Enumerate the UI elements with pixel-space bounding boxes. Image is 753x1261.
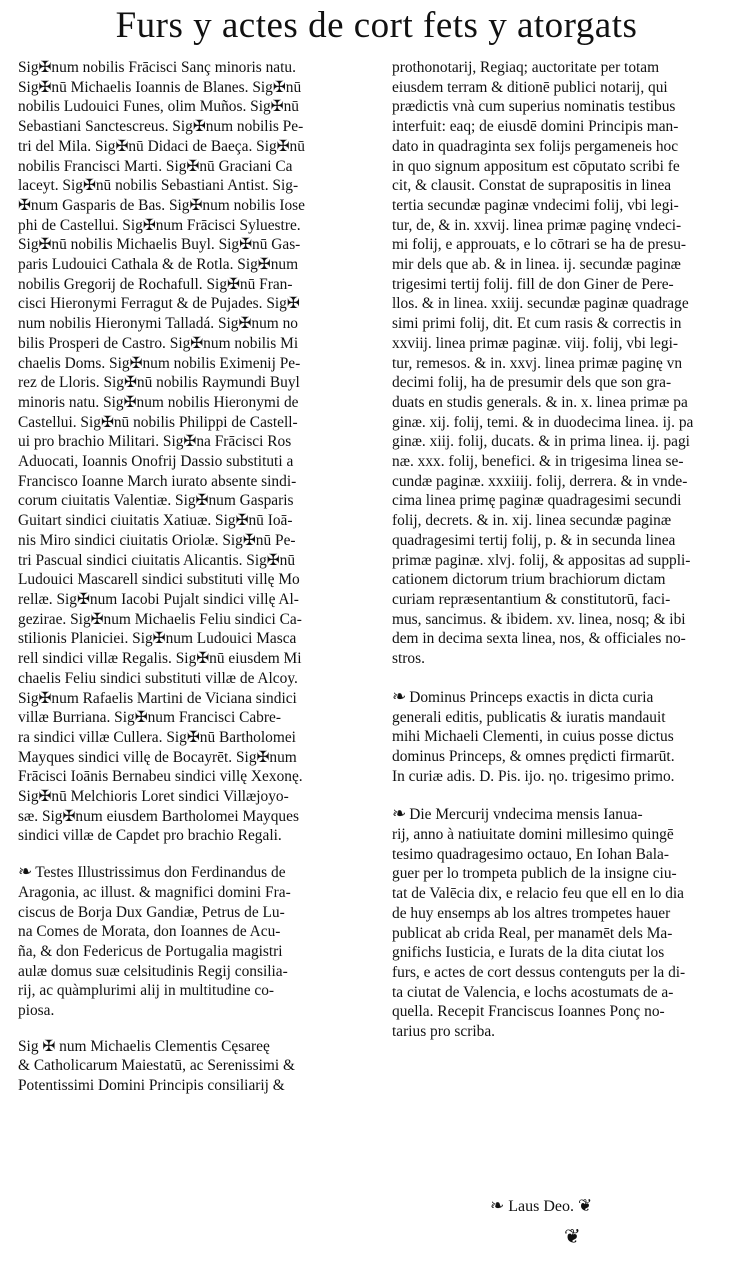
proclamation-paragraph xyxy=(392,804,738,1041)
prince-mandate-text: Dominus Princeps exactis in dicta curia generali editis, publicatis & iuratis mandauit mihi Michaeli Clementi, in cuius posse dictus dominus Princeps, & omnes prędicti firmarūt. In curiæ adis. D. Pis. ijo. ηo. trigesimo primo. xyxy=(392,688,675,785)
fleuron-icon: ❧ xyxy=(392,804,407,824)
signatures-paragraph xyxy=(18,58,370,846)
notary-sign-text: Sig ✠ num Michaelis Clementis Cęsareę & Catholicarum Maiestatū, ac Serenissimi & Potentissimi Domini Principis consiliarij & xyxy=(18,1037,295,1095)
notary-sign-paragraph xyxy=(18,1037,370,1096)
prince-mandate-paragraph xyxy=(392,687,738,787)
signatures-text: Sig✠num nobilis Frācisci Sanç minoris natu. Sig✠nū Michaelis Ioannis de Blanes. Sig✠nū nobilis Ludouici Funes, olim Muños. Sig✠nū Sebastiani Sanctescreus. Sig✠num nobilis Pe- tri del Mila. Sig✠nū Didaci de Baeça. Sig✠nū nobilis Francisci Marti. Sig✠nū Graciani Ca laceyt. Sig✠nū nobilis Sebastiani Antist. Sig- ✠num Gasparis de Bas. Sig✠num nobilis Iose phi de Castellui. Sig✠num Frācisci Syluestre. Sig✠nū nobilis Michaelis Buyl. Sig✠nū Gas- paris Ludouici Cathala & de Rotla. Sig✠num nobilis Gregorij de Rochafull. Sig✠nū Fran- cisci Hieronymi Ferragut & de Pujades. Sig✠ num nobilis Hieronymi Talladá. Sig✠num no bilis Prosperi de Castro. Sig✠num nobilis Mi chaelis Doms. Sig✠num nobilis Eximenij Pe- rez de Lloris. Sig✠nū nobilis Raymundi Buyl minoris natu. Sig✠num nobilis Hieronymi de Castellui. Sig✠nū nobilis Philippi de Castell- ui pro brachio Militari. Sig✠na Frācisci Ros Aduocati, Ioannis Onofrij Dassio substituti a Francisco Ioanne March iurato absente sindi- corum ciuitatis Valentiæ. Sig✠num Gasparis Guitart sindici ciuitatis Xatiuæ. Sig✠nū Ioā- nis Miro sindici ciuitatis Oriolæ. Sig✠nū Pe- tri Pascual sindici ciuitatis Alicantis. Sig✠nū Ludouici Mascarell sindici substituti villę Mo rellæ. Sig✠num Iacobi Pujalt sindici villę Al- gezirae. Sig✠num Michaelis Feliu sindici Ca- stilionis Planiciei. Sig✠num Ludouici Masca rell sindici villæ Regalis. Sig✠nū eiusdem Mi chaelis Feliu sindici substituti villæ de Alcoy. Sig✠num Rafaelis Martini de Viciana sindici villæ Burriana. Sig✠num Francisci Cabre- ra sindici villæ Cullera. Sig✠nū Bartholomei Mayques sindici villę de Bocayrēt. Sig✠num Frācisci Ioānis Bernabeu sindici villę Xexonę. Sig✠nū Melchioris Loret sindici Villæjoyo- sæ. Sig✠num eiusdem Bartholomei Mayques sindici villæ de Capdet pro brachio Regali. xyxy=(18,59,305,845)
right-column xyxy=(392,58,738,1042)
fleuron-right-icon: ❦ xyxy=(578,1196,593,1215)
tail-ornament-icon: ❦ xyxy=(564,1226,581,1248)
fleuron-left-icon: ❧ xyxy=(490,1196,505,1215)
fleuron-icon: ❧ xyxy=(392,686,407,706)
witnesses-text: Testes Illustrissimus don Ferdinandus de Aragonia, ac illust. & magnifici domini Fra- ciscus de Borja Dux Gandiæ, Petrus de Lu- na Comes de Morata, don Ioannes de Acu- ña, & don Federicus de Portugalia magistri aulæ domus suæ celsitudinis Regij consilia- rij, ac quàmplurimi alij in multitudine co- piosa. xyxy=(18,864,291,1020)
fleuron-icon: ❧ xyxy=(18,862,33,882)
witnesses-paragraph xyxy=(18,862,370,1021)
notary-continuation-text: prothonotarij, Regiaq; auctoritate per totam eiusdem terram & ditionē publici notarij, qui prædictis vnà cum superius nominatis testibus interfuit: eaq; de eiusdē domini Principis man- dato in quadraginta sex folijs pergameneis hoc in quo signum appositum est cōputato scribi fe cit, & clausit. Constat de suprapositis in linea tertia secundæ paginæ vndecimi folij, vbi legi- tur, de, & in. xxvij. linea primæ paginę vndeci- mi folij, e approuats, e lo cōtrari se ha de presu- mir dels que ab. & in linea. ij. secundæ paginæ trigesimi tertij folij. fill de don Giner de Pere- llos. & in linea. xxiij. secundæ paginæ quadrage simi primi folij, dit. Et cum rasis & correctis in xxviij. linea primæ paginæ. viij. folij, vbi legi- tur, remesos. & in. xxvj. linea primæ paginę vn decimi folij, ha de presumir dels que son gra- duats en studis generals. & in. x. linea primæ pa ginæ. xij. folij, temi. & in duodecima linea. ij. pa ginæ. xiij. folij, ducats. & in prima linea. ij. pagi næ. xxx. folij, benefici. & in trigesima linea se- cundæ paginæ. xxxiiij. folij, derrera. & in vnde- cima linea primę paginæ quadragesimi secundi folij, decrets. & in. xij. linea secundæ paginæ quadragesimi tertij folij, p. & in secunda linea primæ paginæ. xlvj. folij, & appositas ad suppli- cationem dictorum trium brachiorum dictam curiam repræsentantium & constitutorū, faci- mus, sancimus. & ibidem. xv. linea, nosq; & ibi dem in decima sexta linea, nos, & officiales no- stros. xyxy=(392,59,694,668)
left-column xyxy=(18,58,370,1096)
closing-line xyxy=(490,1196,670,1217)
notary-continuation-paragraph xyxy=(392,58,738,669)
proclamation-text: Die Mercurij vndecima mensis Ianua- rij, anno à natiuitate domini millesimo quingē tesimo quadragesimo octauo, En Iohan Bala- guer per lo trompeta publich de la insigne ciu- tat de Valēcia dix, e relacio feu que ell en lo dia de huy ensemps ab los altres trompetes hauer publicat ab crida Real, per manamēt dels Ma- gnifichs Iusticia, e Iurats de la dita ciutat los furs, e actes de cort dessus contenguts per la di- ta ciutat de Valencia, e lochs acostumats de a- quella. Recepit Franciscus Ioannes Ponç no- tarius pro scriba. xyxy=(392,806,686,1041)
laus-deo-text: Laus Deo. xyxy=(508,1198,575,1215)
page-title: Furs y actes de cort fets y atorgats xyxy=(115,5,638,46)
